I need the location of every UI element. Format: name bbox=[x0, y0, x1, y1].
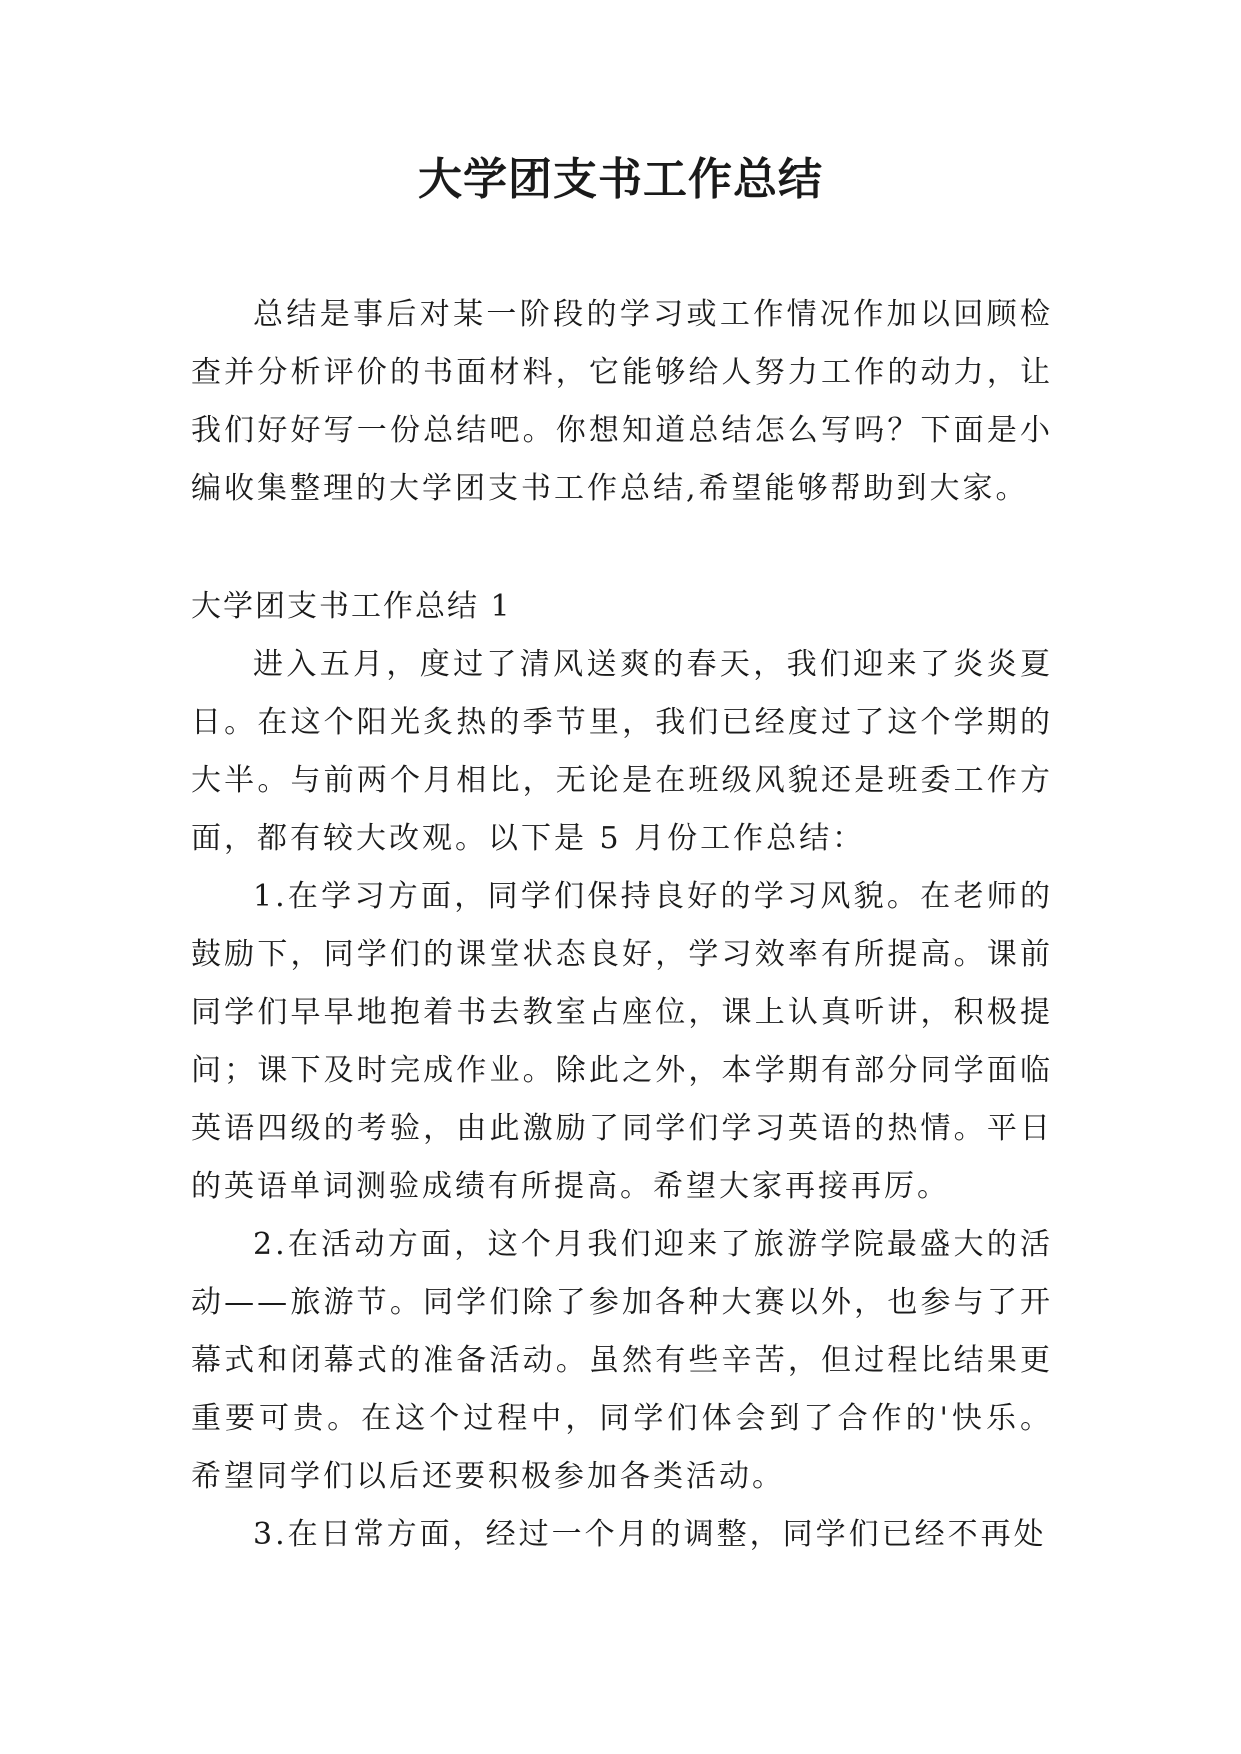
article-body bbox=[191, 636, 1053, 1564]
document-title: 大学团支书工作总结 bbox=[418, 154, 823, 205]
section-heading: 大学团支书工作总结 1 bbox=[191, 589, 512, 624]
paragraph: 3.在日常方面，经过一个月的调整，同学们已经不再处 bbox=[253, 1517, 1047, 1552]
intro-paragraph: 总结是事后对某一阶段的学习或工作情况作加以回顾检查并分析评价的书面材料，它能够给人努力工作的动力，让我们好好写一份总结吧。你想知道总结怎么写吗？下面是小编收集整理的大学团支书工作总结,希望能够帮助到大家。 bbox=[191, 297, 1053, 506]
paragraph: 1.在学习方面，同学们保持良好的学习风貌。在老师的鼓励下，同学们的课堂状态良好，学习效率有所提高。课前同学们早早地抱着书去教室占座位，课上认真听讲，积极提问；课下及时完成作业。除此之外，本学期有部分同学面临英语四级的考验，由此激励了同学们学习英语的热情。平日的英语单词测验成绩有所提高。希望大家再接再厉。 bbox=[191, 879, 1053, 1204]
paragraph: 2.在活动方面，这个月我们迎来了旅游学院最盛大的活动——旅游节。同学们除了参加各种大赛以外，也参与了开幕式和闭幕式的准备活动。虽然有些辛苦，但过程比结果更重要可贵。在这个过程中，同学们体会到了合作的'快乐。希望同学们以后还要积极参加各类活动。 bbox=[191, 1227, 1053, 1494]
paragraph: 进入五月，度过了清风送爽的春天，我们迎来了炎炎夏日。在这个阳光炙热的季节里，我们已经度过了这个学期的大半。与前两个月相比，无论是在班级风貌还是班委工作方面，都有较大改观。以下是 5 月份工作总结： bbox=[191, 647, 1053, 856]
